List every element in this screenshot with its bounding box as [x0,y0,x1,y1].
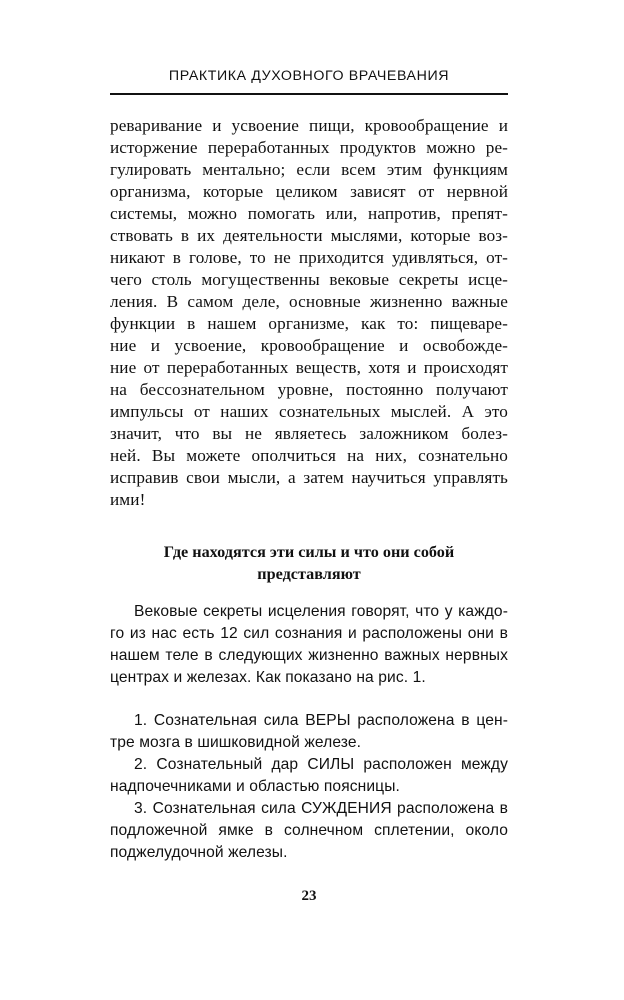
list-item-line: 3. Сознательная сила СУЖДЕНИЯ расположена в [134,800,508,817]
list-item-line: 2. Сознательный дар СИЛЫ расположен между [134,756,508,773]
paragraph-line: импульсы от наших сознательных мыслей. А это [110,402,508,421]
paragraph-line: ние от переработанных веществ, хотя и происходят [110,358,508,377]
list-item-line: тре мозга в шишковидной железе. [110,734,362,751]
paragraph-line: исправив свои мысли, а затем научиться управлять [110,468,508,487]
paragraph-line: значит, что вы не являетесь заложником болез- [110,424,508,443]
list-item-line: поджелудочной железы. [110,844,288,861]
paragraph-line: системы, можно помогать или, напротив, препят- [110,204,508,223]
paragraph-line: организма, которые целиком зависят от нервной [110,182,508,201]
paragraph-line: ние и усвоение, кровообращение и освобожде- [110,336,508,355]
paragraph-line: чего столь могущественны вековые секреты исце- [110,270,508,289]
paragraph-line: гулировать ментально; если всем этим функциям [110,160,508,179]
section-heading-line: Где находятся эти силы и что они собой [163,543,455,561]
paragraph-line: никают в голове, то не приходится удивляться, от- [110,248,508,267]
header-rule [110,93,508,95]
paragraph-line: ствовать в их деятельности мыслями, которые воз- [110,226,508,245]
paragraph-line: реваривание и усвоение пищи, кровообращение и [110,116,508,135]
list-item-line: подложечной ямке в солнечном сплетении, около [110,822,508,839]
running-head: ПРАКТИКА ДУХОВНОГО ВРАЧЕВАНИЯ [168,68,450,84]
paragraph-line: функции в нашем организме, как то: пищеваре- [110,314,508,333]
page-number: 23 [301,888,317,904]
paragraph-line: нашем теле в следующих жизненно важных нервных [110,647,508,664]
paragraph-line: го из нас есть 12 сил сознания и расположены они в [110,625,508,642]
paragraph-line: центрах и железах. Как показано на рис. 1. [110,669,426,686]
list-item-line: надпочечниками и областью поясницы. [110,778,400,795]
paragraph-line: Вековые секреты исцеления говорят, что у каждо- [134,603,508,620]
paragraph-line: ления. В самом деле, основные жизненно важные [110,292,508,311]
list-item-line: 1. Сознательная сила ВЕРЫ расположена в цен- [134,712,508,729]
paragraph-line: ими! [110,490,146,509]
paragraph-line: ней. Вы можете ополчиться на них, сознательно [110,446,508,465]
section-heading-line: представляют [257,565,361,583]
paragraph-line: исторжение переработанных продуктов можно ре- [110,138,508,157]
paragraph-line: на бессознательном уровне, постоянно получают [110,380,508,399]
